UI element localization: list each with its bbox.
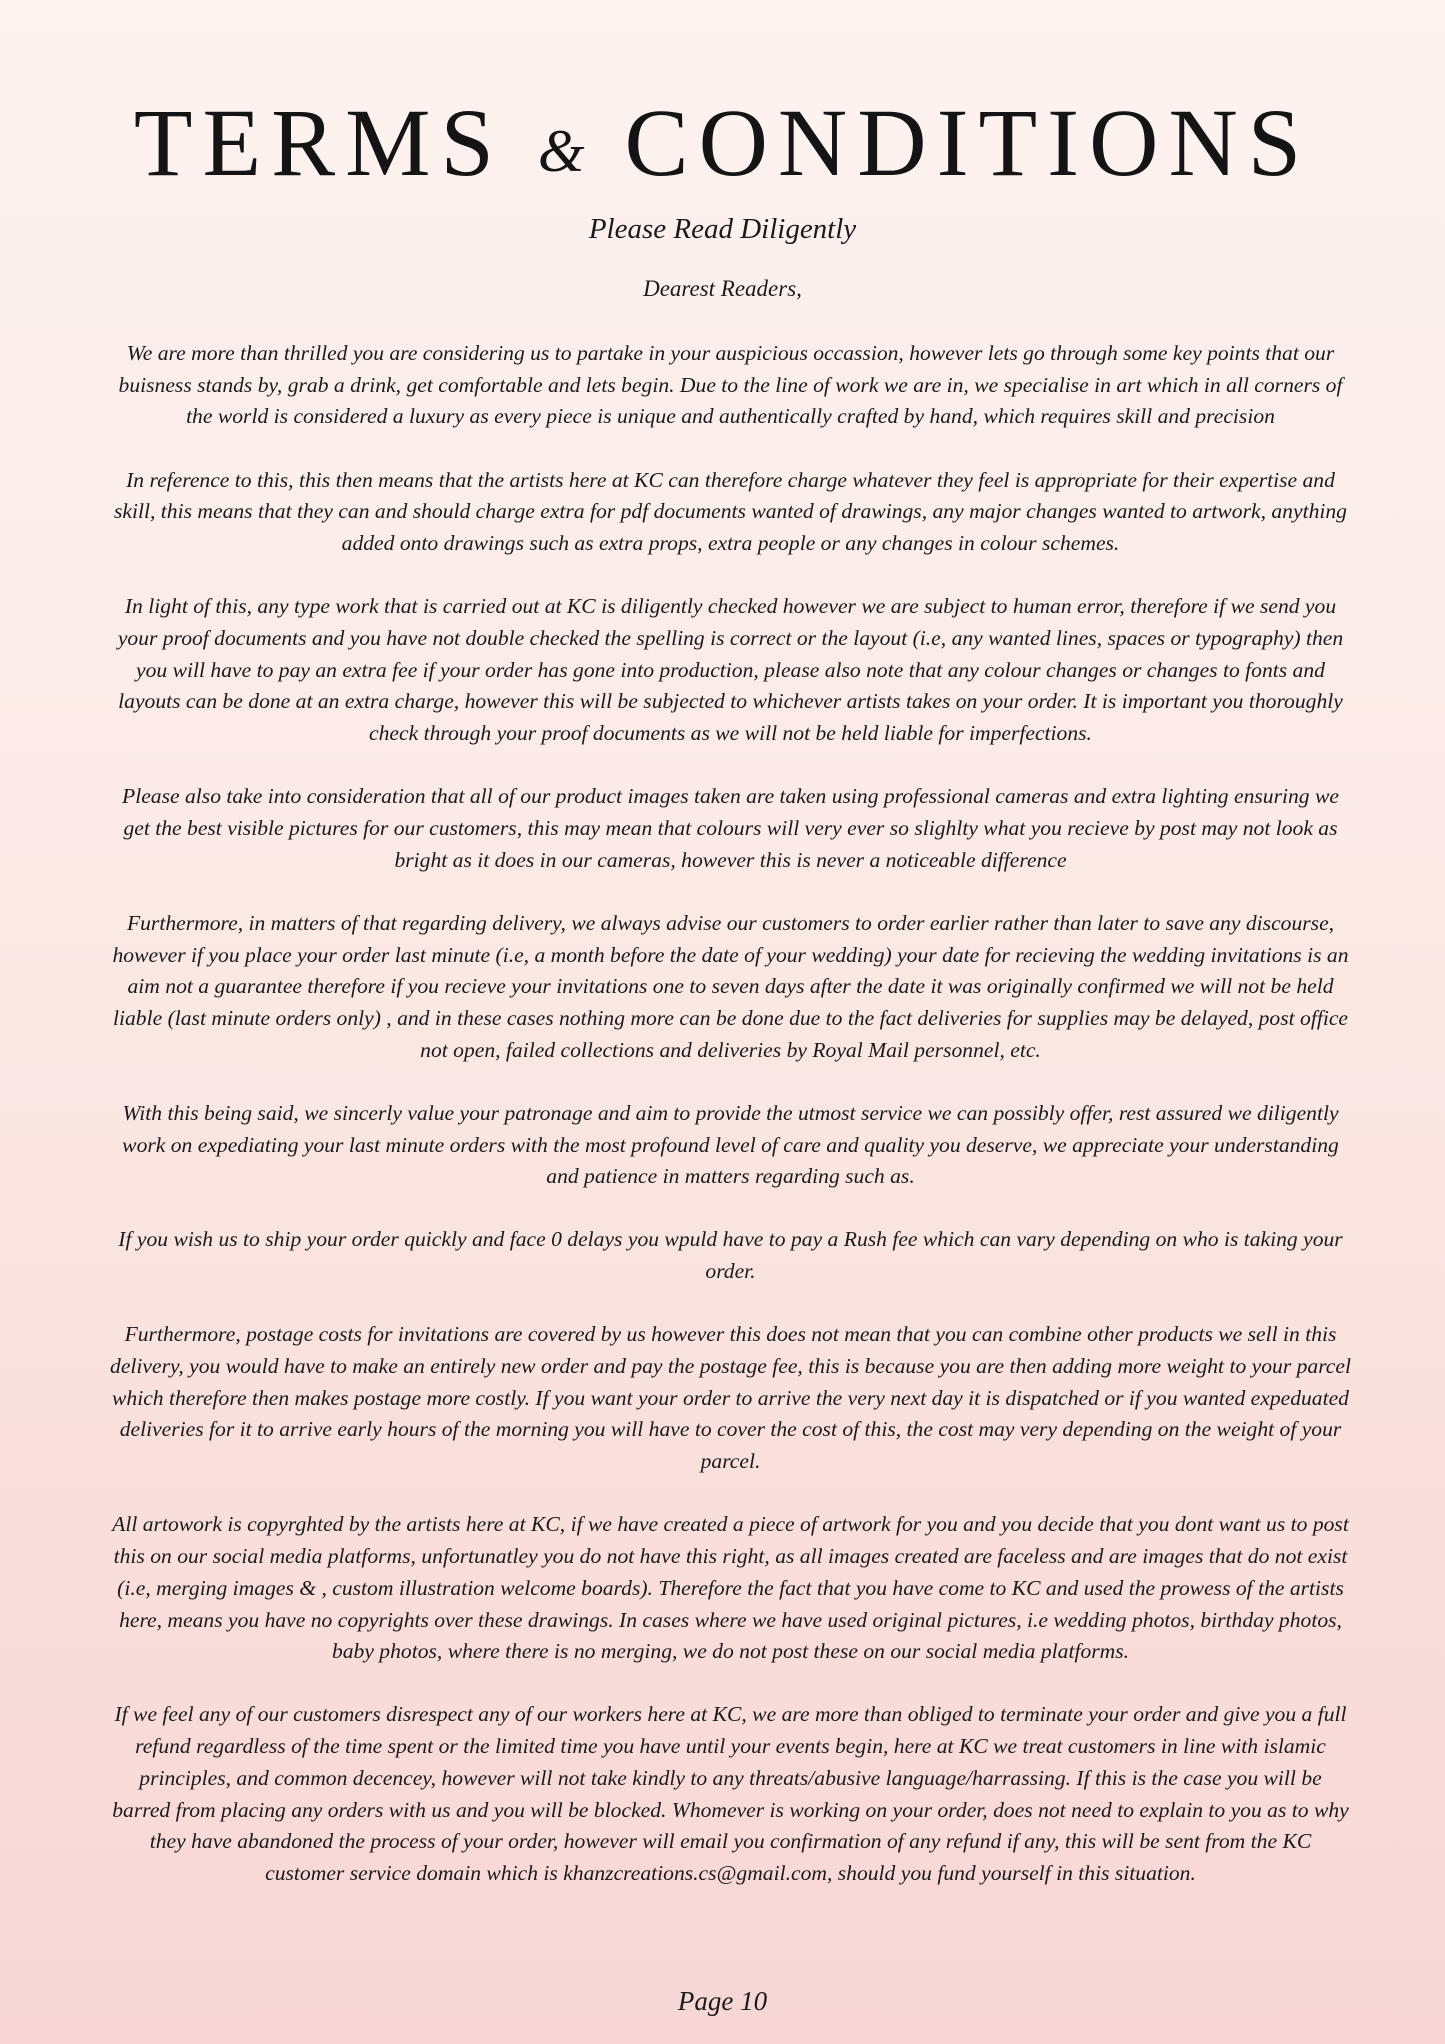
paragraph-rush-fee: If you wish us to ship your order quickly and face 0 delays you wpuld have to pay a Rush fee which can vary depending on who is taking your order. — [118, 1227, 1343, 1284]
paragraph-artist-charges: In reference to this, this then means that the artists here at KC can therefore charge whatever they feel is appropriate for their expertise and skill, this means that they can and should charge extra for pdf documents wanted of drawings, any major changes wanted to artwork, anything added onto drawings such as extra props, extra people or any changes in colour schemes. — [114, 467, 1347, 556]
paragraph-patronage: With this being said, we sincerly value your patronage and aim to provide the utmost service we can possibly offer, rest assured we diligently work on expediating your last minute orders with the most profound level of care and quality you deserve, we appreciate your understanding and patience in matters regarding such as. — [122, 1100, 1339, 1189]
terms-body — [108, 338, 1353, 1921]
title-terms: TERMS — [133, 89, 504, 196]
page-subtitle: Please Read Diligently — [588, 213, 857, 245]
paragraph-copyright: All artowork is copyrghted by the artists here at KC, if we have created a piece of artwork for you and you decide that you dont want us to post this on our social media platforms, unfortunatley you do not have this right, as all images created are faceless and are images that do not exist (i.e, merging images & , custom illustration welcome boards). Therefore the fact that you have come to KC and used the prowess of the artists here, means you have no copyrights over these drawings. In cases where we have used original pictures, i.e wedding photos, birthday photos, baby photos, where there is no merging, we do not post these on our social media platforms. — [112, 1512, 1349, 1664]
page-title — [0, 89, 1445, 196]
title-conditions: CONDITIONS — [624, 89, 1312, 196]
paragraph-delivery: Furthermore, in matters of that regarding delivery, we always advise our customers to order earlier rather than later to save any discourse, however if you place your order last minute (i.e, a month before the date of your wedding) your date for recieving the wedding invitations is an aim not a guarantee therefore if you recieve your invitations one to seven days after the date it was originally confirmed we will not be held liable (last minute orders only) , and in these cases nothing more can be done due to the fact deliveries for supplies may be delayed, post office not open, failed collections and deliveries by Royal Mail personnel, etc. — [112, 910, 1349, 1062]
title-ampersand: & — [537, 118, 585, 184]
paragraph-conduct: If we feel any of our customers disrespect any of our workers here at KC, we are more than obliged to terminate your order and give you a full refund regardless of the time spent or the limited time you have until your events begin, here at KC we treat customers in line with islamic principles, and common decencey, however will not take kindly to any threats/abusive language/harrassing. If this is the case you will be barred from placing any orders with us and you will be blocked. Whomever is working on your order, does not need to explain to you as to why they have abandoned the process of your order, however will email you confirmation of any refund if any, this will be sent from the KC customer service domain which is khanzcreations.cs@gmail.com, should you fund yourself in this situation. — [112, 1702, 1349, 1885]
paragraph-proof-checking: In light of this, any type work that is carried out at KC is diligently checked however we are subject to human error, therefore if we send you your proof documents and you have not double checked the spelling is correct or the layout (i.e, any wanted lines, spaces or typography) then you will have to pay an extra fee if your order has gone into production, please also note that any colour changes or changes to fonts and layouts can be done at an extra charge, however this will be subjected to whichever artists takes on your order. It is important you thoroughly check through your proof documents as we will not be held liable for imperfections. — [117, 594, 1344, 746]
paragraph-product-images: Please also take into consideration that all of our product images taken are taken using professional cameras and extra lighting ensuring we get the best visible pictures for our customers, this may mean that colours will very ever so slighlty what you recieve by post may not look as bright as it does in our cameras, however this is never a noticeable difference — [122, 784, 1339, 872]
salutation: Dearest Readers, — [643, 276, 802, 301]
page-number: Page 10 — [677, 1986, 768, 2016]
paragraph-introduction: We are more than thrilled you are considering us to partake in your auspicious occassion, however lets go through some key points that our buisness stands by, grab a drink, get comfortable and lets begin. Due to the line of work we are in, we specialise in art which in all corners of the world is considered a luxury as every piece is unique and authentically crafted by hand, which requires skill and precision — [118, 341, 1343, 429]
paragraph-postage: Furthermore, postage costs for invitations are covered by us however this does not mean that you can combine other products we sell in this delivery, you would have to make an entirely new order and pay the postage fee, this is because you are then adding more weight to your parcel which therefore then makes postage more costly. If you want your order to arrive the very next day it is dispatched or if you wanted expeduated deliveries for it to arrive early hours of the morning you will have to cover the cost of this, the cost may very depending on the weight of your parcel. — [110, 1322, 1351, 1474]
